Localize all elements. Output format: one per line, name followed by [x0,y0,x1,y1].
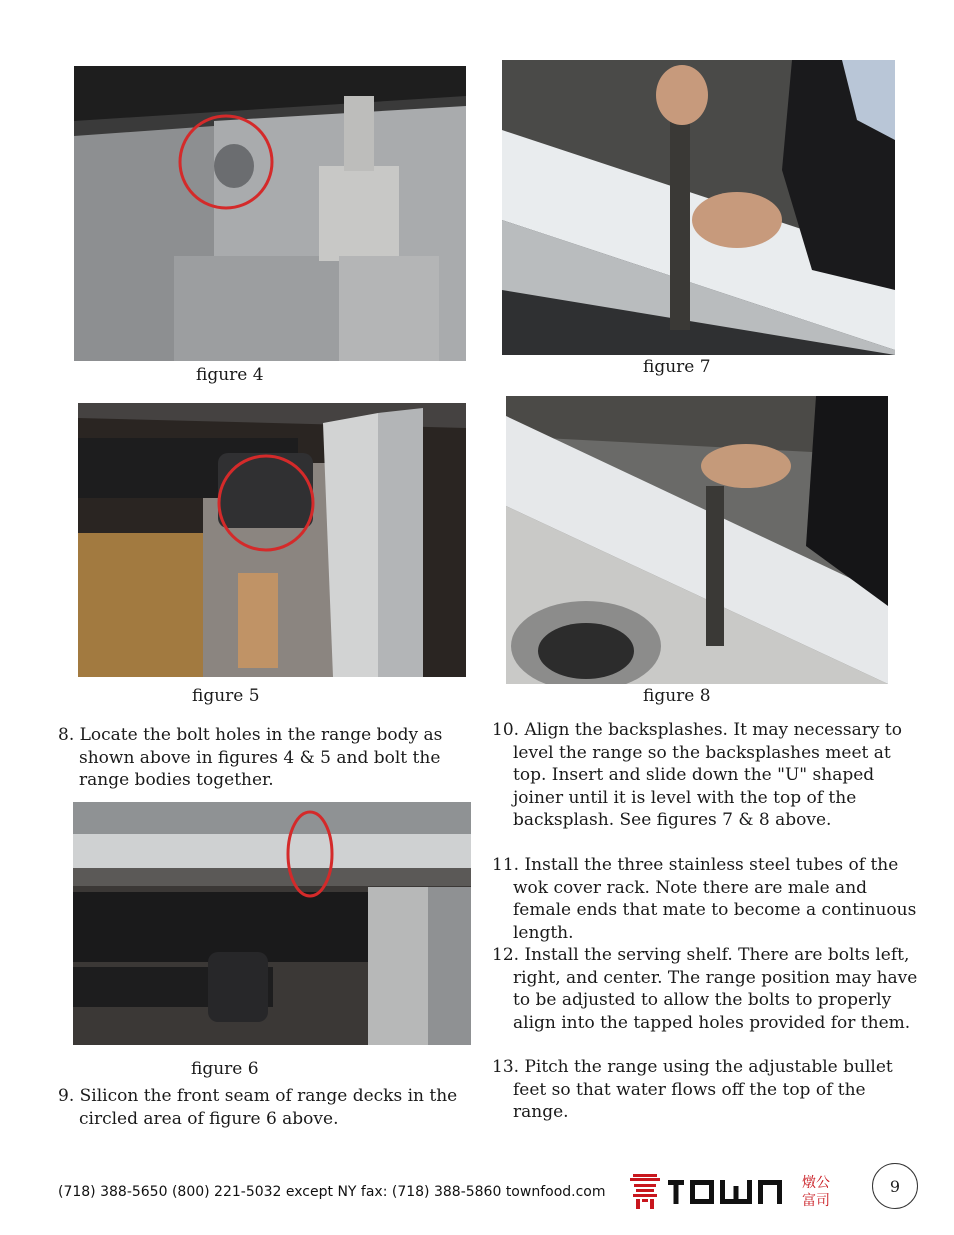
page-number-text: 9 [889,1176,901,1196]
figure-7-caption: figure 7 [643,357,711,377]
town-logo [628,1170,853,1212]
step-9-text: 9. Silicon the front seam of range decks in the circled area of figure 6 above. [58,1086,458,1129]
figure-4-caption: figure 4 [196,365,264,385]
step-8-text: 8. Locate the bolt holes in the range body as shown above in figures 4 & 5 and bolt the range bodies together. [58,725,443,790]
logo-chinese-bottom: 富司 [802,1193,830,1209]
step-10-text: 10. Align the backsplashes. It may necessary to level the range so the backsplashes meet at top. Insert and slide down the "U" shaped joiner until it is level with the top of the backsplash. See figures 7 & 8 above. [492,720,902,830]
step-13-text: 13. Pitch the range using the adjustable bullet feet so that water flows off the top of the range. [492,1057,893,1122]
figure-6-caption: figure 6 [191,1059,259,1079]
figure-8-photo [506,396,888,684]
figure-7-photo [502,60,895,355]
figure-6-photo [73,802,471,1045]
figure-8-caption: figure 8 [643,686,711,706]
figure-5-caption: figure 5 [192,686,260,706]
step-12-text: 12. Install the serving shelf. There are bolts left, right, and center. The range position may have to be adjusted to allow the bolts to properly align into the tapped holes provided for them. [492,945,918,1033]
logo-chinese-top: 燉公 [802,1175,830,1191]
figure-4-photo [74,66,466,361]
step-11-text: 11. Install the three stainless steel tubes of the wok cover rack. Note there are male and female ends that mate to become a continuous length. [492,855,917,943]
page-number [872,1163,918,1209]
footer-contact: (718) 388-5650 (800) 221-5032 except NY fax: (718) 388-5860 townfood.com [58,1184,606,1200]
figure-5-photo [78,403,466,677]
